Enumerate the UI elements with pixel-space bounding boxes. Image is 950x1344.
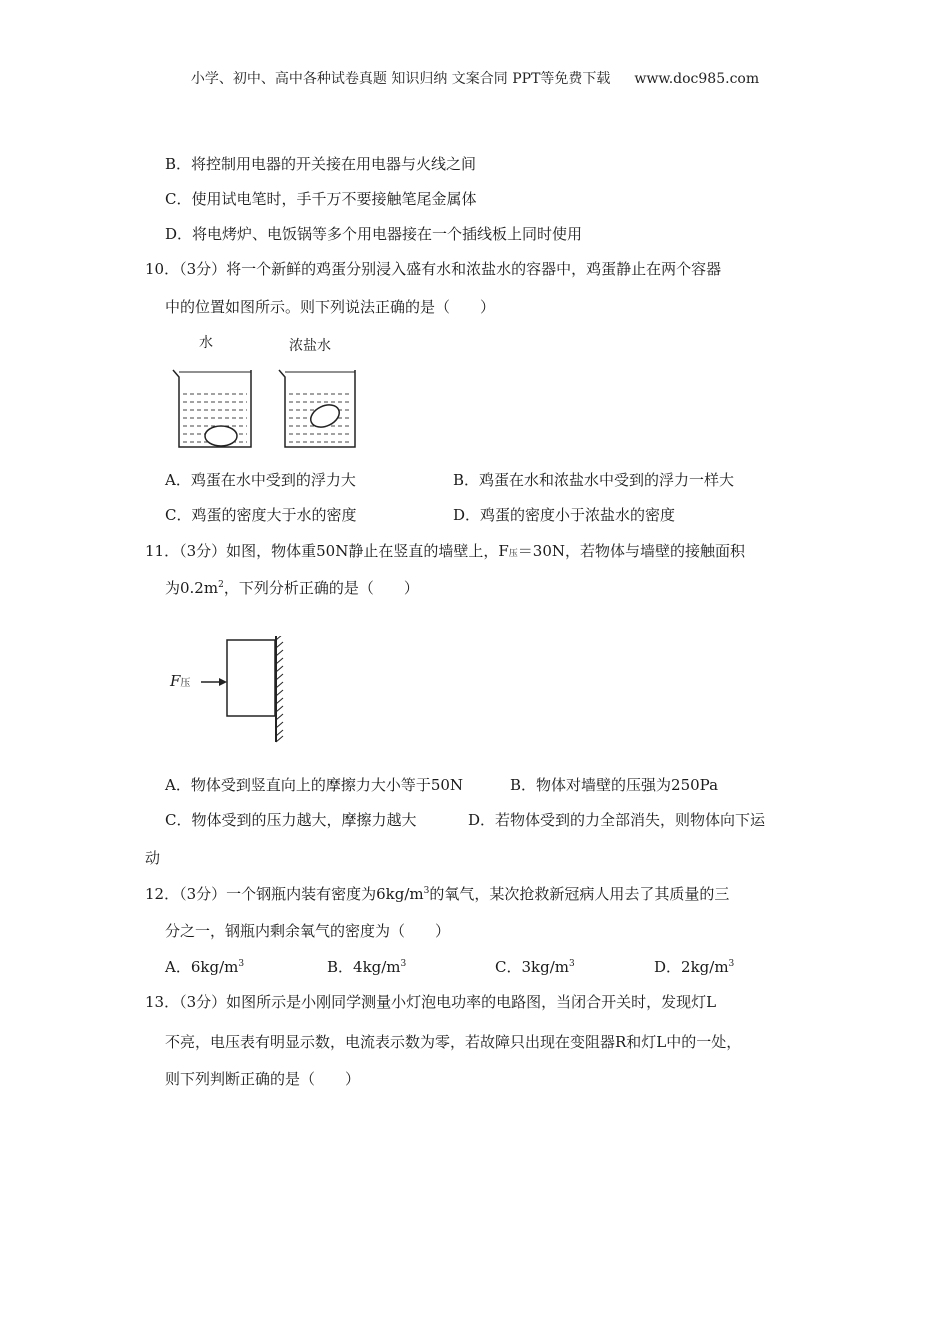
q12-option-d — [654, 956, 734, 978]
q12-option-d-text: D．2kg/m — [654, 958, 729, 976]
q10-option-a: A．鸡蛋在水中受到的浮力大 — [165, 471, 356, 489]
q12-option-c — [495, 956, 575, 978]
q11-wall-drawing — [165, 636, 295, 746]
q11-stem-line2 — [165, 577, 419, 599]
q10-label-brine: 浓盐水 — [289, 338, 331, 354]
q13-stem-line1: 13．（3分）如图所示是小刚同学测量小灯泡电功率的电路图，当闭合开关时，发现灯L — [145, 993, 717, 1011]
q11-stem2-sup: 2 — [218, 580, 224, 590]
q9-option-d: D．将电烤炉、电饭锅等多个用电器接在一个插线板上同时使用 — [165, 225, 583, 243]
q11-force-sub: 压 — [180, 678, 191, 689]
q12-stem-part2: 的氧气，某次抢救新冠病人用去了其质量的三 — [429, 885, 730, 903]
q11-option-c: C．物体受到的压力越大，摩擦力越大 — [165, 811, 417, 829]
q12-option-b-sup: 3 — [400, 959, 407, 969]
q9-option-c: C．使用试电笔时，手千万不要接触笔尾金属体 — [165, 190, 477, 208]
q13-stem-line3: 则下列判断正确的是（ ） — [165, 1070, 361, 1088]
q11-stem-sub: 压 — [508, 549, 518, 559]
q11-option-b: B．物体对墙壁的压强为250Pa — [510, 776, 719, 794]
q11-stem-line1 — [145, 540, 745, 565]
q12-stem-part1: 12．（3分）一个钢瓶内装有密度为6kg/m — [145, 885, 424, 903]
egg-in-brine — [307, 401, 343, 432]
q10-label-water: 水 — [199, 335, 213, 351]
q10-option-c: C．鸡蛋的密度大于水的密度 — [165, 506, 357, 524]
header-site: www.doc985.com — [634, 71, 760, 87]
q10-beakers-drawing — [165, 332, 375, 457]
q11-option-d-cont: 动 — [145, 849, 161, 867]
q12-option-d-sup: 3 — [728, 959, 735, 969]
q12-option-b — [327, 956, 406, 978]
q12-option-a-text: A．6kg/m — [165, 958, 239, 976]
q10-stem-line2: 中的位置如图所示。则下列说法正确的是（ ） — [165, 298, 496, 316]
q12-option-a — [165, 956, 244, 978]
header-text: 小学、初中、高中各种试卷真题 知识归纳 文案合同 PPT等免费下载 — [190, 71, 611, 87]
q12-option-b-text: B．4kg/m — [327, 958, 401, 976]
q10-stem-line1: 10．（3分）将一个新鲜的鸡蛋分别浸入盛有水和浓盐水的容器中，鸡蛋静止在两个容器 — [145, 260, 722, 278]
q11-option-d: D．若物体受到的力全部消失，则物体向下运 — [468, 811, 766, 829]
q11-option-a: A．物体受到竖直向上的摩擦力大小等于50N — [165, 776, 464, 794]
q10-beakers-figure — [165, 332, 375, 457]
q11-wall-figure — [165, 636, 295, 746]
q11-block — [227, 640, 275, 716]
egg-in-water — [205, 426, 237, 446]
page-header — [0, 68, 950, 88]
q11-force-symbol: F — [170, 672, 181, 690]
q12-option-c-sup: 3 — [569, 959, 575, 969]
q12-stem-sup: 3 — [423, 886, 430, 896]
q12-stem-line2: 分之一，钢瓶内剩余氧气的密度为（ ） — [165, 922, 451, 940]
q12-stem-line1 — [145, 883, 729, 905]
q11-stem2-part1: 为0.2m — [165, 579, 219, 597]
q12-option-a-sup: 3 — [238, 959, 245, 969]
q12-option-c-text: C．3kg/m — [495, 958, 569, 976]
q13-stem-line2: 不亮，电压表有明显示数，电流表示数为零，若故障只出现在变阻器R和灯L中的一处， — [165, 1033, 742, 1051]
q10-option-b: B．鸡蛋在水和浓盐水中受到的浮力一样大 — [453, 471, 735, 489]
q9-option-b: B．将控制用电器的开关接在用电器与火线之间 — [165, 155, 477, 173]
q11-stem-part1: 11．（3分）如图，物体重50N静止在竖直的墙壁上，F — [145, 542, 509, 560]
q10-option-d: D．鸡蛋的密度小于浓盐水的密度 — [453, 506, 676, 524]
q11-stem2-part2: ，下列分析正确的是（ ） — [223, 579, 419, 597]
q11-stem-part2: ＝30N，若物体与墙壁的接触面积 — [517, 542, 745, 560]
